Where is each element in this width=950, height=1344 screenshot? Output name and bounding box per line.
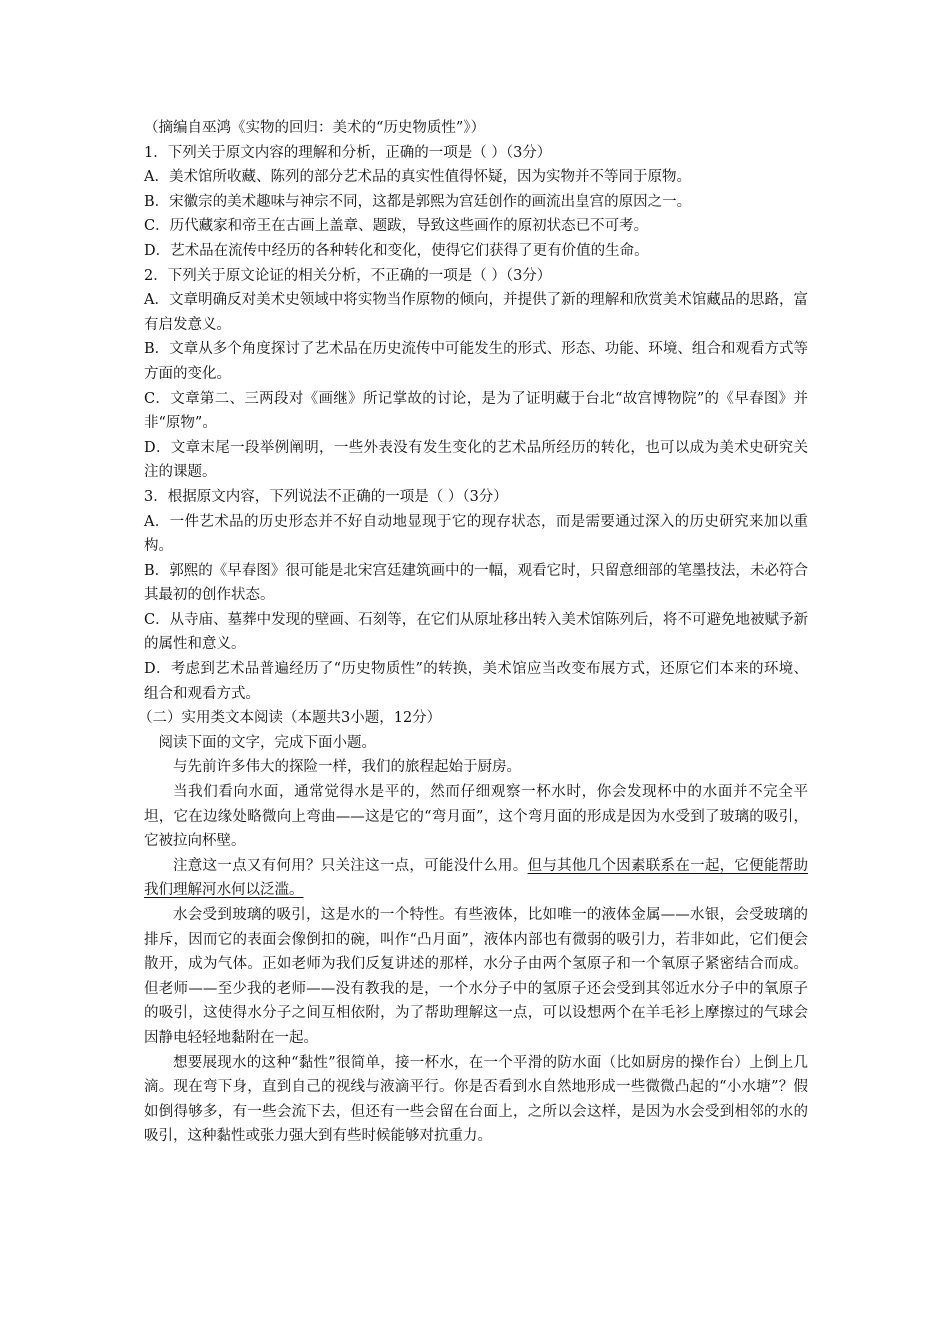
section-heading: （二）实用类文本阅读（本题共3小题，12分）	[138, 710, 442, 727]
question-option: D．考虑到艺术品普遍经历了“历史物质性”的转换，美术馆应当改变布展方式，还原它们本来的环境、组合和观看方式。	[144, 661, 808, 702]
question-option: A．一件艺术品的历史形态并不好自动地显现于它的现存状态，而是需要通过深入的历史研究来加以重构。	[144, 513, 808, 555]
passage-paragraph: 当我们看向水面，通常觉得水是平的，然而仔细观察一杯水时，你会发现杯中的水面并不完全平坦，它在边缘处略微向上弯曲——这是它的“弯月面”，这个弯月面的形成是因为水受到了玻璃的吸引，它被拉向杯壁。	[144, 784, 808, 850]
question-1	[144, 141, 808, 264]
passage-text: 注意这一点又有何用？只关注这一点，可能没什么用。	[173, 857, 528, 874]
page-content	[138, 116, 809, 1149]
passage-paragraph	[144, 854, 808, 903]
question-option: A．文章明确反对美术史领域中将实物当作原物的倾向，并提供了新的理解和欣赏美术馆藏品的思路，富有启发意义。	[144, 292, 808, 333]
question-3	[144, 485, 808, 706]
question-2	[144, 264, 808, 485]
question-stem: 3．根据原文内容，下列说法不正确的一项是（ ）（3分）	[144, 488, 508, 505]
question-option: B．宋徽宗的美术趣味与神宗不同，这都是郭熙为宫廷创作的画流出皇宫的原因之一。	[144, 193, 692, 210]
passage-paragraph: 与先前许多伟大的探险一样，我们的旅程起始于厨房。	[173, 759, 521, 776]
question-option: C．文章第二、三两段对《画继》所记掌故的讨论，是为了证明藏于台北“故宫博物院”的《早春图》并非“原物”。	[144, 390, 808, 432]
passage	[144, 755, 808, 1149]
question-stem: 2．下列关于原文论证的相关分析，不正确的一项是（ ）（3分）	[144, 267, 552, 284]
passage-paragraph: 水会受到玻璃的吸引，这是水的一个特性。有些液体，比如唯一的液体金属——水银，会受玻璃的排斥，因而它的表面会像倒扣的碗，叫作“凸月面”，液体内部也有微弱的吸引力，若非如此，它们便会散开，成为气体。正如老师为我们反复讲述的那样，水分子由两个氢原子和一个氧原子紧密结合而成。但老师——至少我的老师——没有教我的是，一个水分子中的氢原子还会受到其邻近水分子中的氧原子的吸引，这使得水分子之间互相依附，为了帮助理解这一点，可以设想两个在羊毛衫上摩擦过的气球会因静电轻轻地黏附在一起。	[144, 907, 808, 1046]
passage-paragraph: 想要展现水的这种“黏性”很简单，接一杯水，在一个平滑的防水面（比如厨房的操作台）上倒上几滴。现在弯下身，直到自己的视线与液滴平行。你是否看到水自然地形成一些微微凸起的“小水塘”？假如倒得够多，有一些会流下去，但还有一些会留在台面上，之所以会这样，是因为水会受到相邻的水的吸引，这种黏性或张力强大到有些时候能够对抗重力。	[144, 1054, 808, 1145]
question-option: B．郭熙的《早春图》很可能是北宋宫廷建筑画中的一幅，观看它时，只留意细部的笔墨技法，未必符合其最初的创作状态。	[144, 562, 808, 604]
reading-instruction: 阅读下面的文字，完成下面小题。	[158, 734, 376, 751]
question-option: D．文章末尾一段举例阐明，一些外表没有发生变化的艺术品所经历的转化，也可以成为美术史研究关注的课题。	[144, 439, 808, 481]
question-stem: 1．下列关于原文内容的理解和分析，正确的一项是（ ）（3分）	[144, 144, 552, 161]
question-option: A．美术馆所收藏、陈列的部分艺术品的真实性值得怀疑，因为实物并不等同于原物。	[144, 169, 691, 186]
question-option: C．从寺庙、墓葬中发现的壁画、石刻等，在它们从原址移出转入美术馆陈列后，将不可避免地被赋予新的属性和意义。	[144, 611, 808, 653]
question-option: C．历代藏家和帝王在古画上盖章、题跋，导致这些画作的原初状态已不可考。	[144, 218, 649, 235]
question-option: B．文章从多个角度探讨了艺术品在历史流传中可能发生的形式、形态、功能、环境、组合和观看方式等方面的变化。	[144, 341, 808, 382]
question-option: D．艺术品在流传中经历的各种转化和变化，使得它们获得了更有价值的生命。	[144, 242, 649, 259]
underlined-sentence: 但与其他几个因素联系在一起，它便能帮助我们理解河水何以泛滥。	[144, 857, 809, 899]
source-citation: （摘编自巫鸿《实物的回归：美术的“历史物质性”》）	[144, 120, 486, 136]
